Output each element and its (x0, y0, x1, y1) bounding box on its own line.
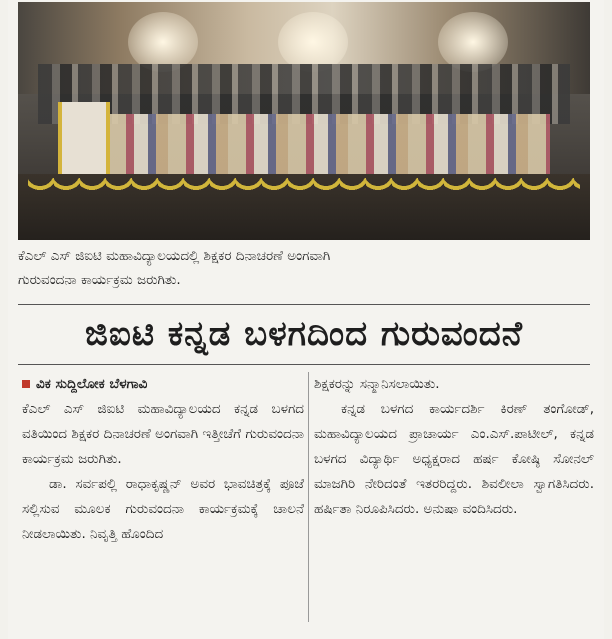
paragraph: ಕನ್ನಡ ಬಳಗದ ಕಾರ್ಯದರ್ಶಿ ಕಿರಣ್ ತಂಗೋಡ್, ಮಹಾವಿದ್ಯಾಲಯದ ಪ್ರಾಚಾರ್ಯ ಎಂ.ಎಸ್.ಪಾಟೀಲ್, ಕನ್ನಡ ಬಳಗದ ವಿದ್ಯಾರ್ಥಿ ಅಧ್ಯಕ್ಷರಾದ ಹರ್ಷ ಕೋಷ್ಠಿ ಸೋನಲ್ ಮಾಜಗಿರಿ ನೇರಿದಂತೆ ಇತರರಿದ್ದರು. ಶಿವಲೀಲಾ ಸ್ವಾಗತಿಸಿದರು. ಹರ್ಷಿತಾ ನಿರೂಪಿಸಿದರು. ಅನುಷಾ ವಂದಿಸಿದರು. (314, 401, 594, 517)
divider (18, 304, 590, 305)
photo-light (128, 12, 198, 72)
photo-caption (18, 244, 590, 292)
caption-line: ಗುರುವಂದನಾ ಕಾರ್ಯಕ್ರಮ ಜರುಗಿತು. (18, 272, 181, 288)
photo-light (438, 12, 508, 72)
photo-garland (28, 178, 580, 204)
headline: ಜಿಐಟಿ ಕನ್ನಡ ಬಳಗದಿಂದ ಗುರುವಂದನೆ (85, 314, 523, 354)
paragraph: ಶಿಕ್ಷಕರನ್ನು ಸನ್ಮಾನಿಸಲಾಯಿತು. (314, 376, 440, 392)
paragraph: ಡಾ. ಸರ್ವಪಲ್ಲಿ ರಾಧಾಕೃಷ್ಣನ್ ಅವರ ಭಾವಚಿತ್ರಕ್ಕೆ ಪೂಜೆ ಸಲ್ಲಿಸುವ ಮೂಲಕ ಗುರುವಂದನಾ ಕಾರ್ಯಕ್ರಮಕ್ಕೆ ಚಾಲನೆ ನೀಡಲಾಯಿತು. ನಿವೃತ್ತಿ ಹೊಂದಿದ (22, 476, 304, 542)
article-column-2 (314, 372, 594, 522)
caption-line: ಕೆಎಲ್ ಎಸ್ ಜಿಐಟಿ ಮಹಾವಿದ್ಯಾಲಯದಲ್ಲಿ ಶಿಕ್ಷಕರ ದಿನಾಚರಣೆ ಅಂಗವಾಗಿ (18, 248, 331, 264)
byline-text: ವಿಕ ಸುದ್ದಿಲೋಕ ಬೆಳಗಾವಿ (36, 376, 148, 392)
photo-light (278, 12, 348, 72)
photo-group-seated (108, 114, 550, 178)
paragraph: ಕೆಎಲ್ ಎಸ್ ಜಿಐಟಿ ಮಹಾವಿದ್ಯಾಲಯದ ಕನ್ನಡ ಬಳಗದ ವತಿಯಿಂದ ಶಿಕ್ಷಕರ ದಿನಾಚರಣೆ ಅಂಗವಾಗಿ ಇತ್ತೀಚೆಗೆ ಗುರುವಂದನಾ ಕಾರ್ಯಕ್ರಮ ಜರುಗಿತು. (22, 401, 304, 467)
divider (18, 364, 590, 365)
event-photo (18, 2, 590, 240)
byline-marker (22, 380, 30, 388)
column-divider (308, 372, 309, 622)
article-column-1 (22, 372, 304, 547)
photo-podium (58, 102, 110, 176)
byline (22, 372, 304, 397)
